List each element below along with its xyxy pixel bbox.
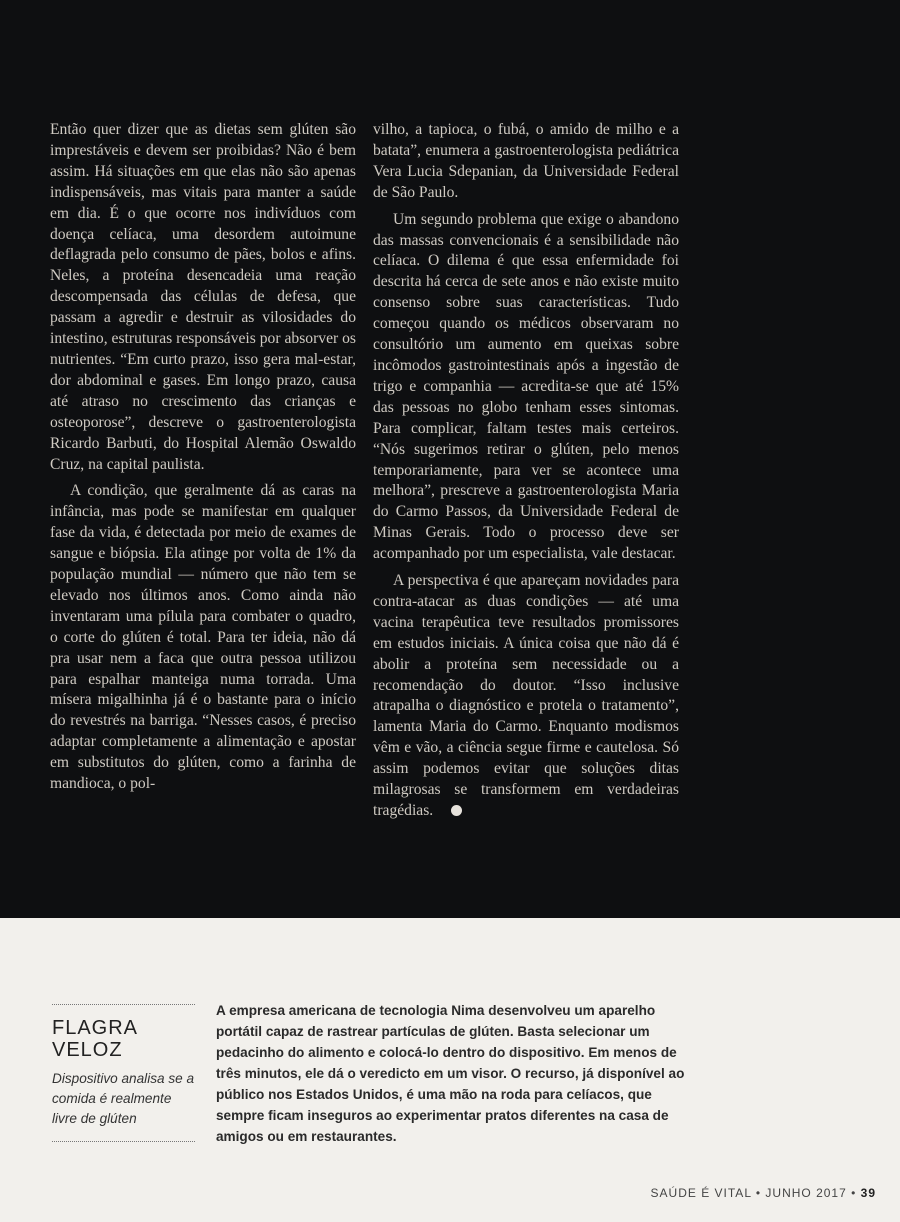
box-body-text: A empresa americana de tecnologia Nima desenvolveu um aparelho portátil capaz de rastrear partículas de glúten. Basta selecionar um pedacinho do alimento e colocá-lo dentro do dispositivo. Em menos de três minutos, ele dá o veredicto em um visor. O recurso, já disponível ao público nos Estados Unidos, é uma mão na roda para celíacos, que sempre ficam inseguros ao experimentar pratos diferentes na casa de amigos ou em restaurantes. <box>216 1003 685 1144</box>
article-paragraph-text: A perspectiva é que apareçam novidades para contra-atacar as duas condições — até uma vacina terapêutica teve resultados promissores em estudos iniciais. A única coisa que não dá é abolir a proteína sem necessidade ou a recomendação do doutor. “Isso inclusive atrapalha o diagnóstico e protela o tratamento”, lamenta Maria do Carmo. Enquanto modismos vêm e vão, a ciência segue firme e cautelosa. Só assim podemos evitar que soluções ditas milagrosas se transformem em verdadeiras tragédias. <box>373 572 679 819</box>
article-paragraph: vilho, a tapioca, o fubá, o amido de milho e a batata”, enumera a gastroenterologista pediátrica Vera Lucia Sdepanian, da Universidade Federal de São Paulo. <box>373 121 679 201</box>
article-paragraph: A condição, que geralmente dá as caras na infância, mas pode se manifestar em qualquer fase da vida, é detectada por meio de exames de sangue e biópsia. Ela atinge por volta de 1% da população mundial — número que não tem se elevado nos últimos anos. Como ainda não inventaram uma pílula para combater o quadro, o corte do glúten é total. Para ter ideia, não dá pra usar nem a faca que outra pessoa utilizou para espalhar manteiga numa torrada. Uma mísera migalhinha já é o bastante para o início do revestrés na barriga. “Nesses casos, é preciso adaptar completamente a alimentação e apostar em substitutos do glúten, como a farinha de mandioca, o pol- <box>50 482 356 793</box>
box-sidebar <box>52 1004 195 1142</box>
article-paragraph: Um segundo problema que exige o abandono das massas convencionais é a sensibilidade não celíaca. O dilema é que essa enfermidade foi descrita há cerca de sete anos e não existe muito consenso sobre suas características. Tudo começou quando os médicos observaram no consultório um aumento em queixas sobre incômodos gastrointestinais após a ingestão de trigo e companhia — acredita-se que até 15% das pessoas no globo tenham esses sintomas. Para complicar, faltam testes mais certeiros. “Nós sugerimos retirar o glúten, pelo menos temporariamente, para ver se acontece uma melhora”, prescreve a gastroenterologista Maria do Carmo Passos, da Universidade Federal de Minas Gerais. Todo o processo deve ser acompanhado por um especialista, vale destacar. <box>373 210 679 563</box>
magazine-name: SAÚDE É VITAL • JUNHO 2017 • <box>650 1186 861 1200</box>
article-column-right <box>373 120 679 828</box>
box-title: FLAGRA VELOZ <box>52 1017 137 1061</box>
box-subtitle: Dispositivo analisa se a comida é realmente livre de glúten <box>52 1071 195 1126</box>
divider <box>52 1141 195 1142</box>
end-of-article-icon <box>451 805 462 816</box>
article-column-left <box>50 120 356 801</box>
page-footer <box>651 1186 876 1200</box>
page-number: 39 <box>860 1186 876 1200</box>
divider <box>52 1004 195 1005</box>
article-paragraph: Então quer dizer que as dietas sem glúten são imprestáveis e devem ser proibidas? Não é bem assim. Há situações em que elas não são apenas indispensáveis, mas vitais para manter a saúde em dia. É o que ocorre nos indivíduos com doença celíaca, uma desordem autoimune deflagrada pelo consumo de pães, bolos e afins. Neles, a proteína desencadeia uma reação descompensada das células de defesa, que passam a agredir e destruir as vilosidades do intestino, estruturas responsáveis por absorver os nutrientes. “Em curto prazo, isso gera mal-estar, dor abdominal e gases. Em longo prazo, causa até atraso no crescimento das crianças e osteoporose”, descreve o gastroenterologista Ricardo Barbuti, do Hospital Alemão Oswaldo Cruz, na capital paulista. <box>50 121 356 473</box>
article-paragraph-final <box>373 571 679 822</box>
